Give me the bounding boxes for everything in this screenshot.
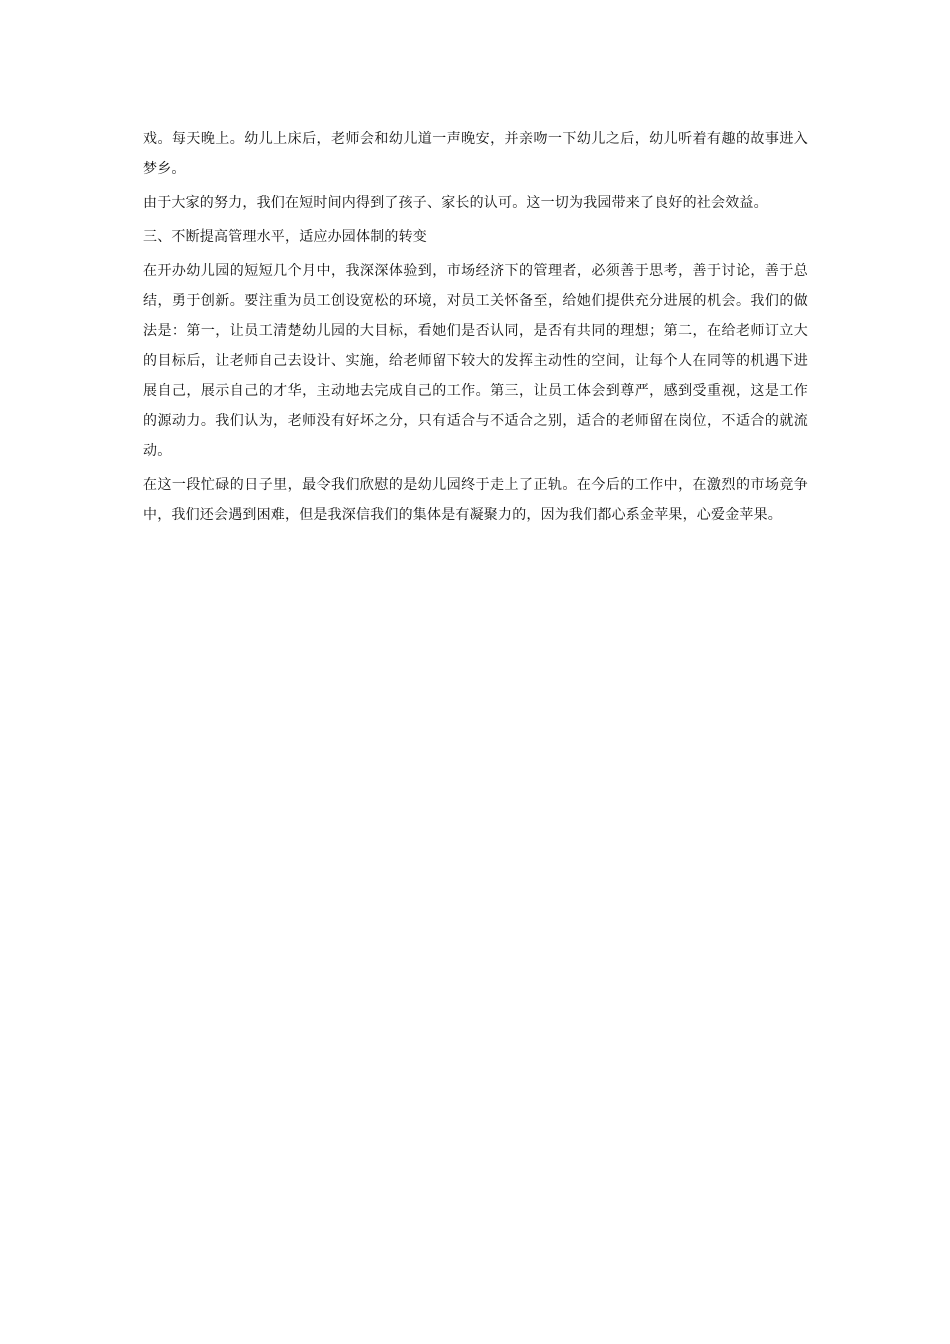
section-heading: 三、不断提高管理水平，适应办园体制的转变 bbox=[143, 229, 427, 245]
document-body bbox=[143, 124, 808, 534]
paragraph-conclusion: 在这一段忙碌的日子里，最令我们欣慰的是幼儿园终于走上了正轨。在今后的工作中，在激烈的市场竞争中，我们还会遇到困难，但是我深信我们的集体是有凝聚力的，因为我们都心系金苹果，心爱金苹果。 bbox=[143, 477, 808, 523]
paragraph-management: 在开办幼儿园的短短几个月中，我深深体验到，市场经济下的管理者，必须善于思考，善于讨论，善于总结，勇于创新。要注重为员工创设宽松的环境，对员工关怀备至，给她们提供充分进展的机会。我们的做法是：第一，让员工清楚幼儿园的大目标，看她们是否认同，是否有共同的理想；第二，在给老师订立大的目标后，让老师自己去设计、实施，给老师留下较大的发挥主动性的空间，让每个人在同等的机遇下进展自己，展示自己的才华，主动地去完成自己的工作。第三，让员工体会到尊严，感到受重视，这是工作的源动力。我们认为，老师没有好坏之分，只有适合与不适合之别，适合的老师留在岗位，不适合的就流动。 bbox=[143, 263, 808, 459]
paragraph-continuation: 戏。每天晚上。幼儿上床后，老师会和幼儿道一声晚安，并亲吻一下幼儿之后，幼儿听着有趣的故事进入梦乡。 bbox=[143, 131, 808, 177]
paragraph-recognition: 由于大家的努力，我们在短时间内得到了孩子、家长的认可。这一切为我园带来了良好的社会效益。 bbox=[143, 195, 768, 211]
